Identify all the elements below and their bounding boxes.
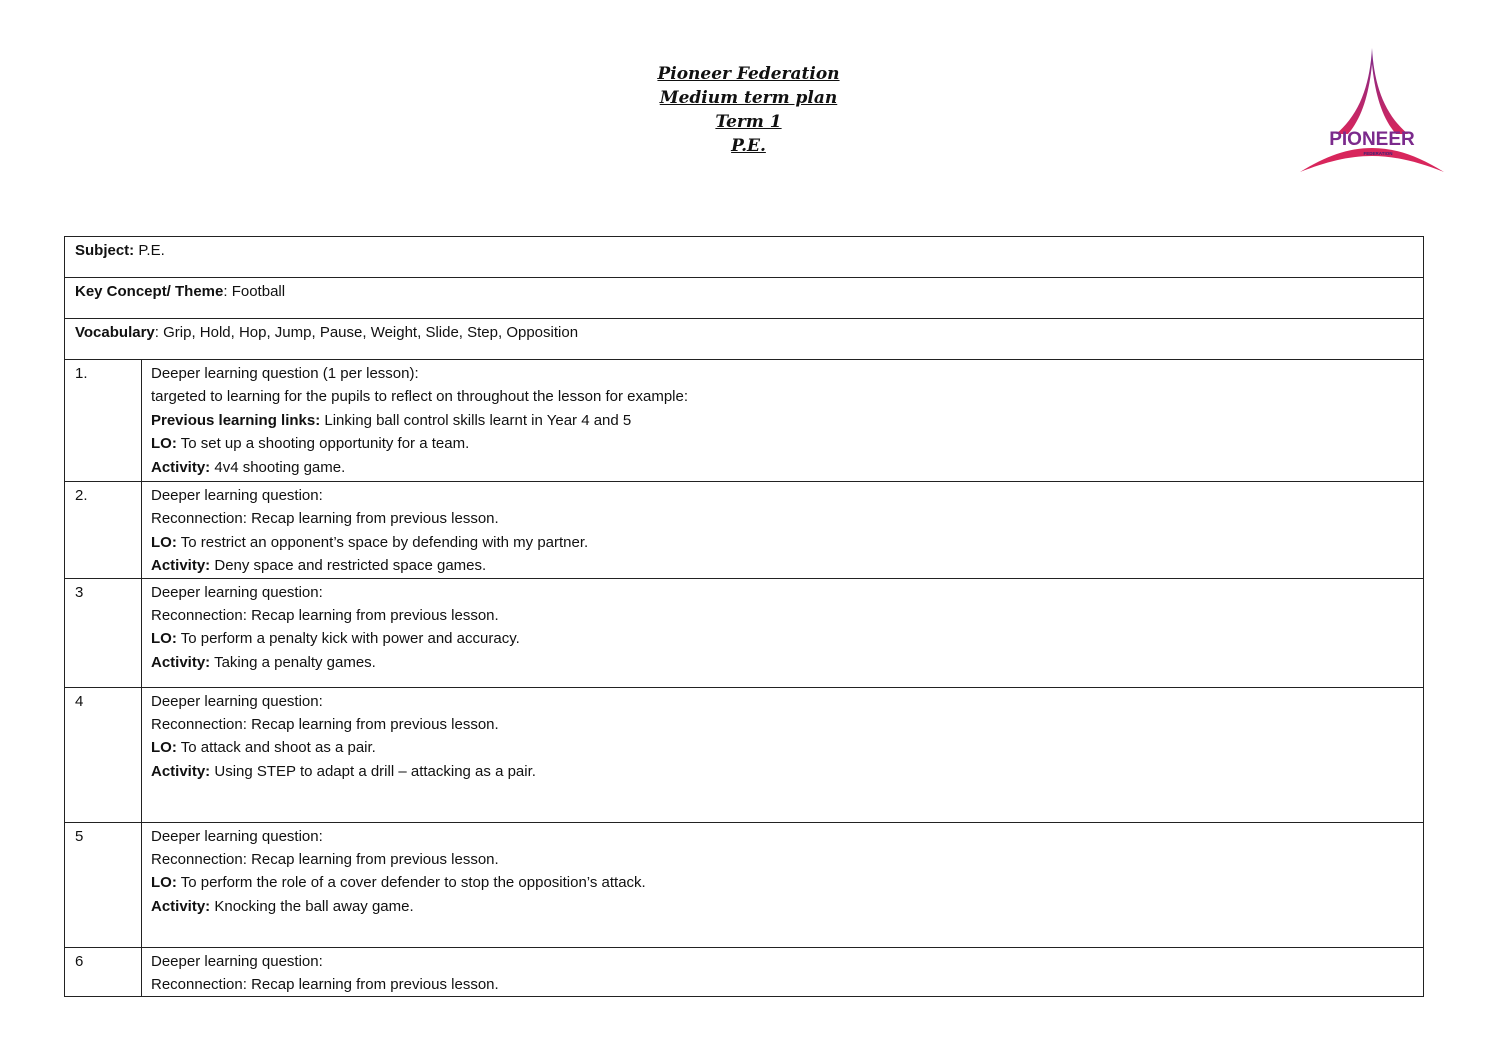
vocabulary-label: Vocabulary bbox=[75, 324, 155, 341]
activity-label: Activity: bbox=[151, 557, 211, 575]
activity bbox=[151, 895, 1413, 918]
previous-learning-text: Linking ball control skills learnt in Year 4 and 5 bbox=[320, 411, 632, 429]
lo-text: To set up a shooting opportunity for a team. bbox=[176, 435, 470, 453]
lo-text: To perform a penalty kick with power and accuracy. bbox=[176, 630, 520, 648]
activity-text: Deny space and restricted space games. bbox=[210, 557, 487, 575]
vocabulary-value: : Grip, Hold, Hop, Jump, Pause, Weight, Slide, Step, Opposition bbox=[154, 324, 579, 341]
pioneer-logo bbox=[1296, 44, 1448, 176]
lesson-row-5 bbox=[65, 822, 1424, 947]
subject-row bbox=[65, 237, 1424, 278]
spire-shape bbox=[1336, 48, 1408, 134]
lesson-row-6 bbox=[65, 947, 1424, 997]
header-plan-type: Medium term plan bbox=[659, 88, 838, 108]
lo-text: To perform the role of a cover defender to stop the opposition’s attack. bbox=[176, 874, 646, 892]
activity bbox=[151, 760, 1413, 783]
lo-label: LO: bbox=[151, 435, 177, 453]
activity bbox=[151, 456, 1413, 479]
document-header bbox=[0, 62, 1497, 158]
reconnection: Reconnection: Recap learning from previous lesson. bbox=[151, 716, 499, 734]
previous-learning-label: Previous learning links: bbox=[151, 411, 321, 429]
reconnection: Reconnection: Recap learning from previous lesson. bbox=[151, 607, 499, 625]
logo-text: PIONEER bbox=[1329, 129, 1415, 150]
header-subject: P.E. bbox=[731, 136, 766, 156]
learning-objective bbox=[151, 432, 1413, 455]
subject-value: P.E. bbox=[134, 242, 165, 259]
lesson-number: 3 bbox=[65, 578, 142, 687]
lesson-number: 1. bbox=[65, 360, 142, 482]
theme-row bbox=[65, 278, 1424, 319]
learning-objective bbox=[151, 736, 1413, 759]
deeper-question: Deeper learning question: bbox=[151, 583, 323, 601]
learning-objective bbox=[151, 531, 1413, 554]
activity-text: Using STEP to adapt a drill – attacking as a pair. bbox=[210, 762, 536, 780]
lesson-number: 5 bbox=[65, 822, 142, 947]
lesson-row-1 bbox=[65, 360, 1424, 482]
learning-objective bbox=[151, 871, 1413, 894]
activity-text: Knocking the ball away game. bbox=[210, 897, 414, 915]
deeper-question: Deeper learning question: bbox=[151, 827, 323, 845]
lesson-row-2 bbox=[65, 482, 1424, 579]
lo-label: LO: bbox=[151, 874, 177, 892]
previous-learning bbox=[151, 409, 1413, 432]
activity bbox=[151, 651, 1413, 674]
lesson-row-3 bbox=[65, 578, 1424, 687]
lo-label: LO: bbox=[151, 739, 177, 757]
lesson-number: 4 bbox=[65, 687, 142, 822]
activity-text: 4v4 shooting game. bbox=[210, 458, 346, 476]
subject-label: Subject: bbox=[75, 242, 135, 259]
lesson-description: targeted to learning for the pupils to reflect on throughout the lesson for example: bbox=[151, 388, 688, 406]
header-term: Term 1 bbox=[715, 112, 782, 132]
lo-label: LO: bbox=[151, 533, 177, 551]
activity-text: Taking a penalty games. bbox=[210, 653, 376, 671]
learning-objective bbox=[151, 627, 1413, 650]
lo-text: To attack and shoot as a pair. bbox=[176, 739, 376, 757]
activity-label: Activity: bbox=[151, 458, 211, 476]
activity-label: Activity: bbox=[151, 897, 211, 915]
lo-text: To restrict an opponent’s space by defending with my partner. bbox=[176, 533, 589, 551]
theme-label: Key Concept/ Theme bbox=[75, 283, 224, 300]
deeper-question: Deeper learning question: bbox=[151, 952, 323, 970]
deeper-question: Deeper learning question: bbox=[151, 692, 323, 710]
lesson-number: 2. bbox=[65, 482, 142, 579]
vocabulary-row bbox=[65, 319, 1424, 360]
medium-term-plan-table bbox=[64, 236, 1424, 997]
reconnection: Reconnection: Recap learning from previous lesson. bbox=[151, 510, 499, 528]
logo-subtext: FEDERATION bbox=[1363, 151, 1393, 156]
deeper-question: Deeper learning question: bbox=[151, 487, 323, 504]
reconnection: Reconnection: Recap learning from previous lesson. bbox=[151, 976, 499, 994]
theme-value: : Football bbox=[223, 283, 286, 300]
activity bbox=[151, 554, 1413, 577]
activity-label: Activity: bbox=[151, 762, 211, 780]
reconnection: Reconnection: Recap learning from previous lesson. bbox=[151, 851, 499, 869]
lesson-number: 6 bbox=[65, 947, 142, 997]
header-federation: Pioneer Federation bbox=[657, 64, 840, 84]
lesson-row-4 bbox=[65, 687, 1424, 822]
deeper-question: Deeper learning question (1 per lesson): bbox=[151, 365, 419, 382]
activity-label: Activity: bbox=[151, 653, 211, 671]
lo-label: LO: bbox=[151, 630, 177, 648]
